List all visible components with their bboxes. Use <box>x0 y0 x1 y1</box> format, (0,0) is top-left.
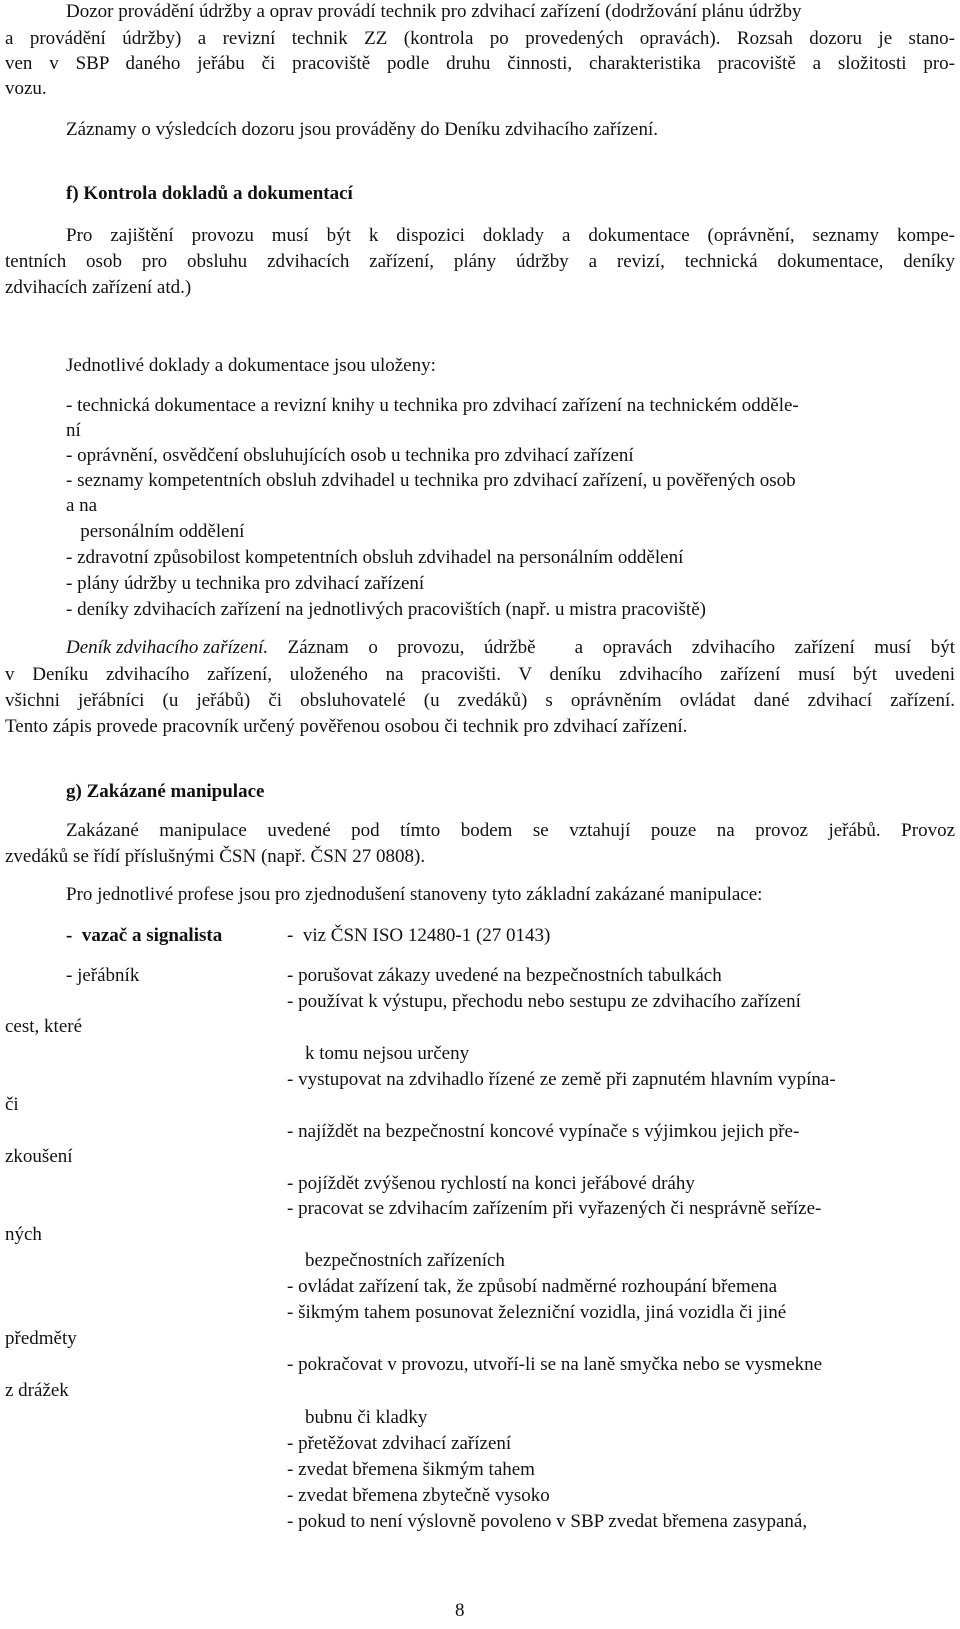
jerabnik-item: - přetěžovat zdvihací zařízení <box>287 1433 512 1454</box>
zaznamy-sentence: Záznamy o výsledcích dozoru jsou prováděny do Deníku zdvihacího zařízení. <box>66 119 658 140</box>
section-g-p1-line-1: Zakázané manipulace uvedené pod tímto bodem se vztahují pouze na provoz jeřábů. Provoz <box>66 820 955 841</box>
jerabnik-item: - zvedat břemena zbytečně vysoko <box>287 1485 550 1506</box>
list-item: - oprávnění, osvědčení obsluhujících osob u technika pro zdvihací zařízení <box>66 445 634 466</box>
left-fragment: zkoušení <box>5 1146 73 1167</box>
jerabnik-item: - pracovat se zdvihacím zařízením při vyřazených či nesprávně seříze- <box>287 1198 822 1219</box>
denik-line-4: Tento zápis provede pracovník určený pověřenou osobou či technik pro zdvihací zařízení. <box>5 716 688 737</box>
dozor-line-2: a provádění údržby) a revizní technik ZZ (kontrola po provedených opravách). Rozsah dozoru je stano- <box>5 28 955 49</box>
section-f-p1-line-1: Pro zajištění provozu musí být k dispozici doklady a dokumentace (oprávnění, seznamy kompe- <box>66 225 955 246</box>
jerabnik-item: - vystupovat na zdvihadlo řízené ze země při zapnutém hlavním vypína- <box>287 1069 836 1090</box>
section-g-p2: Pro jednotlivé profese jsou pro zjednodušení stanoveny tyto základní zakázané manipulace: <box>66 884 763 905</box>
list-item: a na <box>66 495 98 516</box>
jerabnik-item: - pokračovat v provozu, utvoří-li se na laně smyčka nebo se vysmekne <box>287 1354 823 1375</box>
denik-line-3: všichni jeřábníci (u jeřábů) či obsluhovatelé (u zvedáků) s oprávněním ovládat dané zdvihací zařízení. <box>5 690 955 711</box>
ulozeny-intro: Jednotlivé doklady a dokumentace jsou uloženy: <box>66 355 436 376</box>
jerabnik-item: - šikmým tahem posunovat železniční vozidla, jiná vozidla či jiné <box>287 1302 787 1323</box>
list-item: - plány údržby u technika pro zdvihací zařízení <box>66 573 425 594</box>
left-fragment: ných <box>5 1224 42 1245</box>
left-fragment: cest, které <box>5 1016 83 1037</box>
section-f-p1-line-3: zdvihacích zařízení atd.) <box>5 277 192 298</box>
jerabnik-item: - používat k výstupu, přechodu nebo sestupu ze zdvihacího zařízení <box>287 991 801 1012</box>
jerabnik-item: bezpečnostních zařízeních <box>305 1250 505 1271</box>
left-fragment: či <box>5 1094 19 1115</box>
section-g-heading: g) Zakázané manipulace <box>66 781 265 802</box>
denik-line-1 <box>66 637 955 659</box>
vazac-label: - vazač a signalista <box>66 925 223 946</box>
jerabnik-item: - zvedat břemena šikmým tahem <box>287 1459 535 1480</box>
page-number: 8 <box>455 1600 465 1621</box>
list-item: - deníky zdvihacích zařízení na jednotlivých pracovištích (např. u mistra pracoviště) <box>66 599 706 620</box>
jerabnik-item: - najíždět na bezpečnostní koncové vypínače s výjimkou jejich pře- <box>287 1121 800 1142</box>
list-item: - technická dokumentace a revizní knihy u technika pro zdvihací zařízení na technickém odděle- <box>66 395 799 416</box>
jerabnik-item: - porušovat zákazy uvedené na bezpečnostních tabulkách <box>287 965 722 986</box>
dozor-line-4: vozu. <box>5 78 47 99</box>
dozor-line-1: Dozor provádění údržby a oprav provádí technik pro zdvihací zařízení (dodržování plánu údržby <box>66 1 802 22</box>
jerabnik-item: - pojíždět zvýšenou rychlostí na konci jeřábové dráhy <box>287 1173 695 1194</box>
left-fragment: z drážek <box>5 1380 69 1401</box>
left-fragment: předměty <box>5 1328 77 1349</box>
section-g-p1-line-2: zvedáků se řídí příslušnými ČSN (např. ČSN 27 0808). <box>5 846 426 867</box>
list-item: - seznamy kompetentních obsluh zdvihadel u technika pro zdvihací zařízení, u pověřených osob <box>66 470 796 491</box>
vazac-reference: - viz ČSN ISO 12480-1 (27 0143) <box>287 925 551 946</box>
section-f-heading: f) Kontrola dokladů a dokumentací <box>66 183 353 204</box>
list-item: - zdravotní způsobilost kompetentních obsluh zdvihadel na personálním oddělení <box>66 547 684 568</box>
jerabnik-item: k tomu nejsou určeny <box>305 1043 470 1064</box>
jerabnik-label: - jeřábník <box>66 965 140 986</box>
jerabnik-item: - ovládat zařízení tak, že způsobí nadměrné rozhoupání břemena <box>287 1276 778 1297</box>
denik-line-2: v Deníku zdvihacího zařízení, uloženého na pracovišti. V deníku zdvihacího zařízení musí být uvedeni <box>5 664 955 685</box>
jerabnik-item: - pokud to není výslovně povoleno v SBP zvedat břemena zasypaná, <box>287 1511 808 1532</box>
denik-line-1-rest: Záznam o provozu, údržbě a opravách zdvihacího zařízení musí být <box>268 637 955 658</box>
dozor-line-3: ven v SBP daného jeřábu či pracoviště podle druhu činnosti, charakteristika pracoviště a složitosti pro- <box>5 53 955 74</box>
section-f-p1-line-2: tentních osob pro obsluhu zdvihacích zařízení, plány údržby a revizí, technická dokumentace, deníky <box>5 251 955 272</box>
list-item: ní <box>66 420 81 441</box>
jerabnik-item: bubnu či kladky <box>305 1407 428 1428</box>
denik-title: Deník zdvihacího zařízení. <box>66 637 269 658</box>
list-item: personálním oddělení <box>66 521 245 542</box>
